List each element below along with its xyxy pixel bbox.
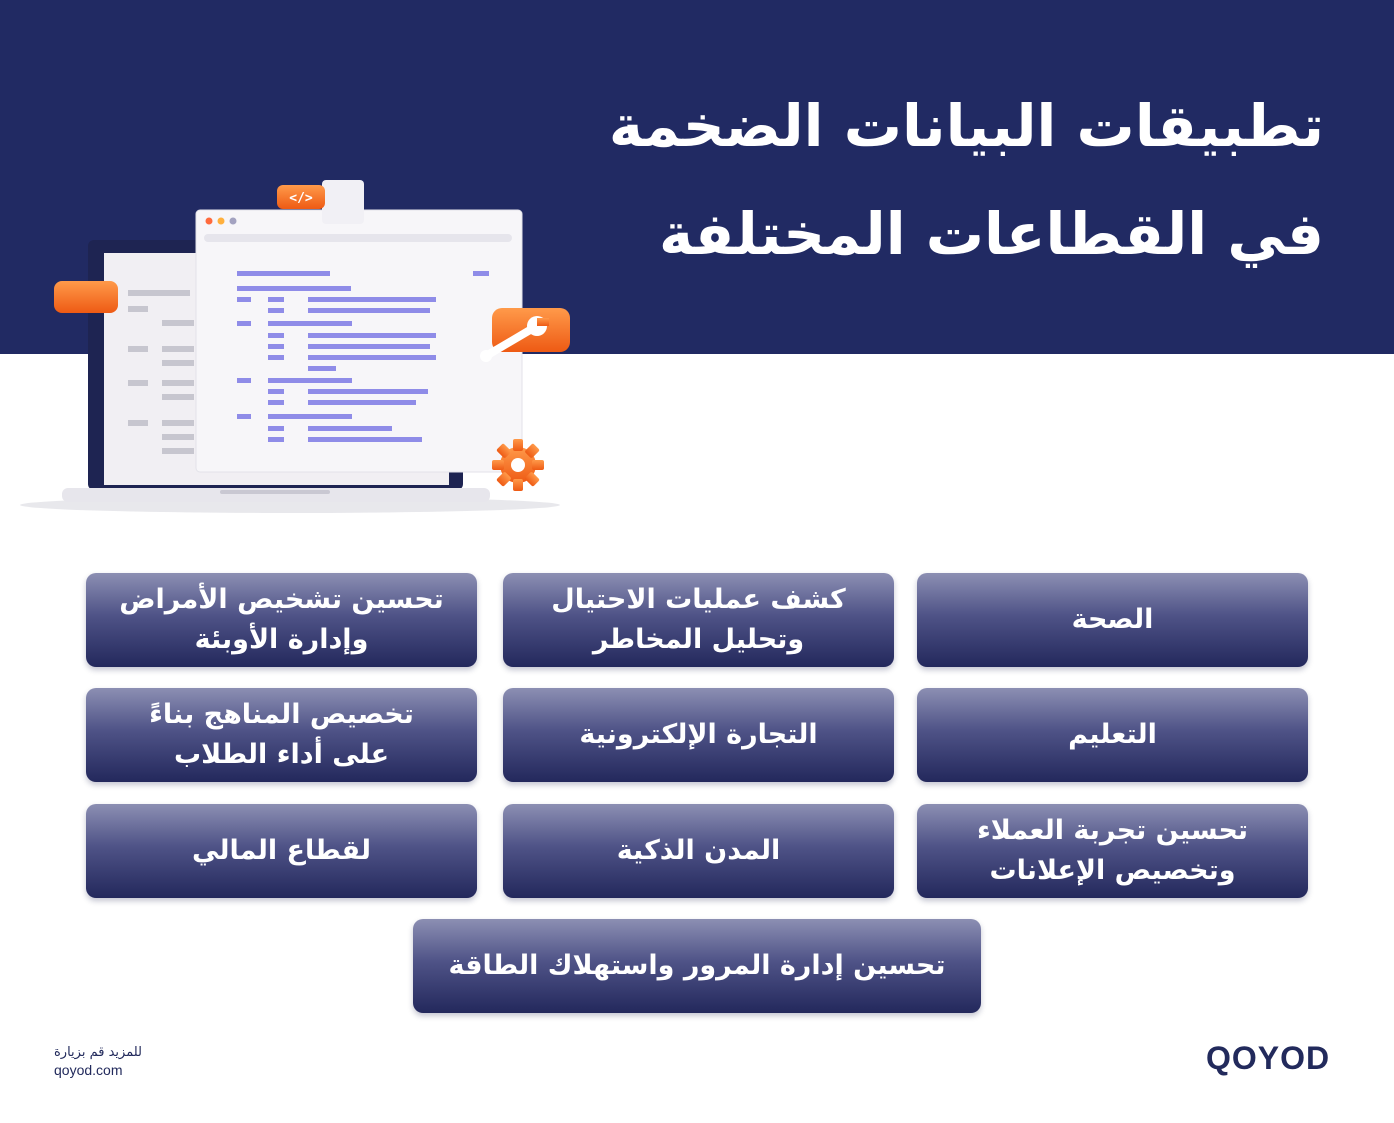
footer-more-text: للمزيد قم بزيارة [54,1045,142,1060]
card-disease-diagnosis: تحسين تشخيص الأمراض وإدارة الأوبئة [86,573,477,667]
card-curriculum: تخصيص المناهج بناءً على أداء الطلاب [86,688,477,782]
card-smart-cities: المدن الذكية [503,804,894,898]
card-education: التعليم [917,688,1308,782]
card-health: الصحة [917,573,1308,667]
code-tag-icon [277,185,325,209]
page-title [504,72,1324,288]
title-line-1: تطبيقات البيانات الضخمة [608,92,1324,160]
laptop-illustration [0,170,600,520]
code-window-icon [196,210,522,472]
footer-url[interactable]: qoyod.com [54,1062,123,1078]
card-traffic-energy: تحسين إدارة المرور واستهلاك الطاقة [413,919,981,1013]
card-customer-experience: تحسين تجربة العملاء وتخصيص الإعلانات [917,804,1308,898]
card-ecommerce: التجارة الإلكترونية [503,688,894,782]
wrench-icon [480,308,570,362]
qoyod-logo: QOYOD [1206,1040,1331,1076]
card-finance: لقطاع المالي [86,804,477,898]
card-fraud-detection: كشف عمليات الاحتيال وتحليل المخاطر [503,573,894,667]
orange-pill-shape [54,281,118,313]
gear-icon [492,439,544,491]
code-tag-text: </> [289,191,313,206]
title-line-2: في القطاعات المختلفة [658,200,1324,268]
